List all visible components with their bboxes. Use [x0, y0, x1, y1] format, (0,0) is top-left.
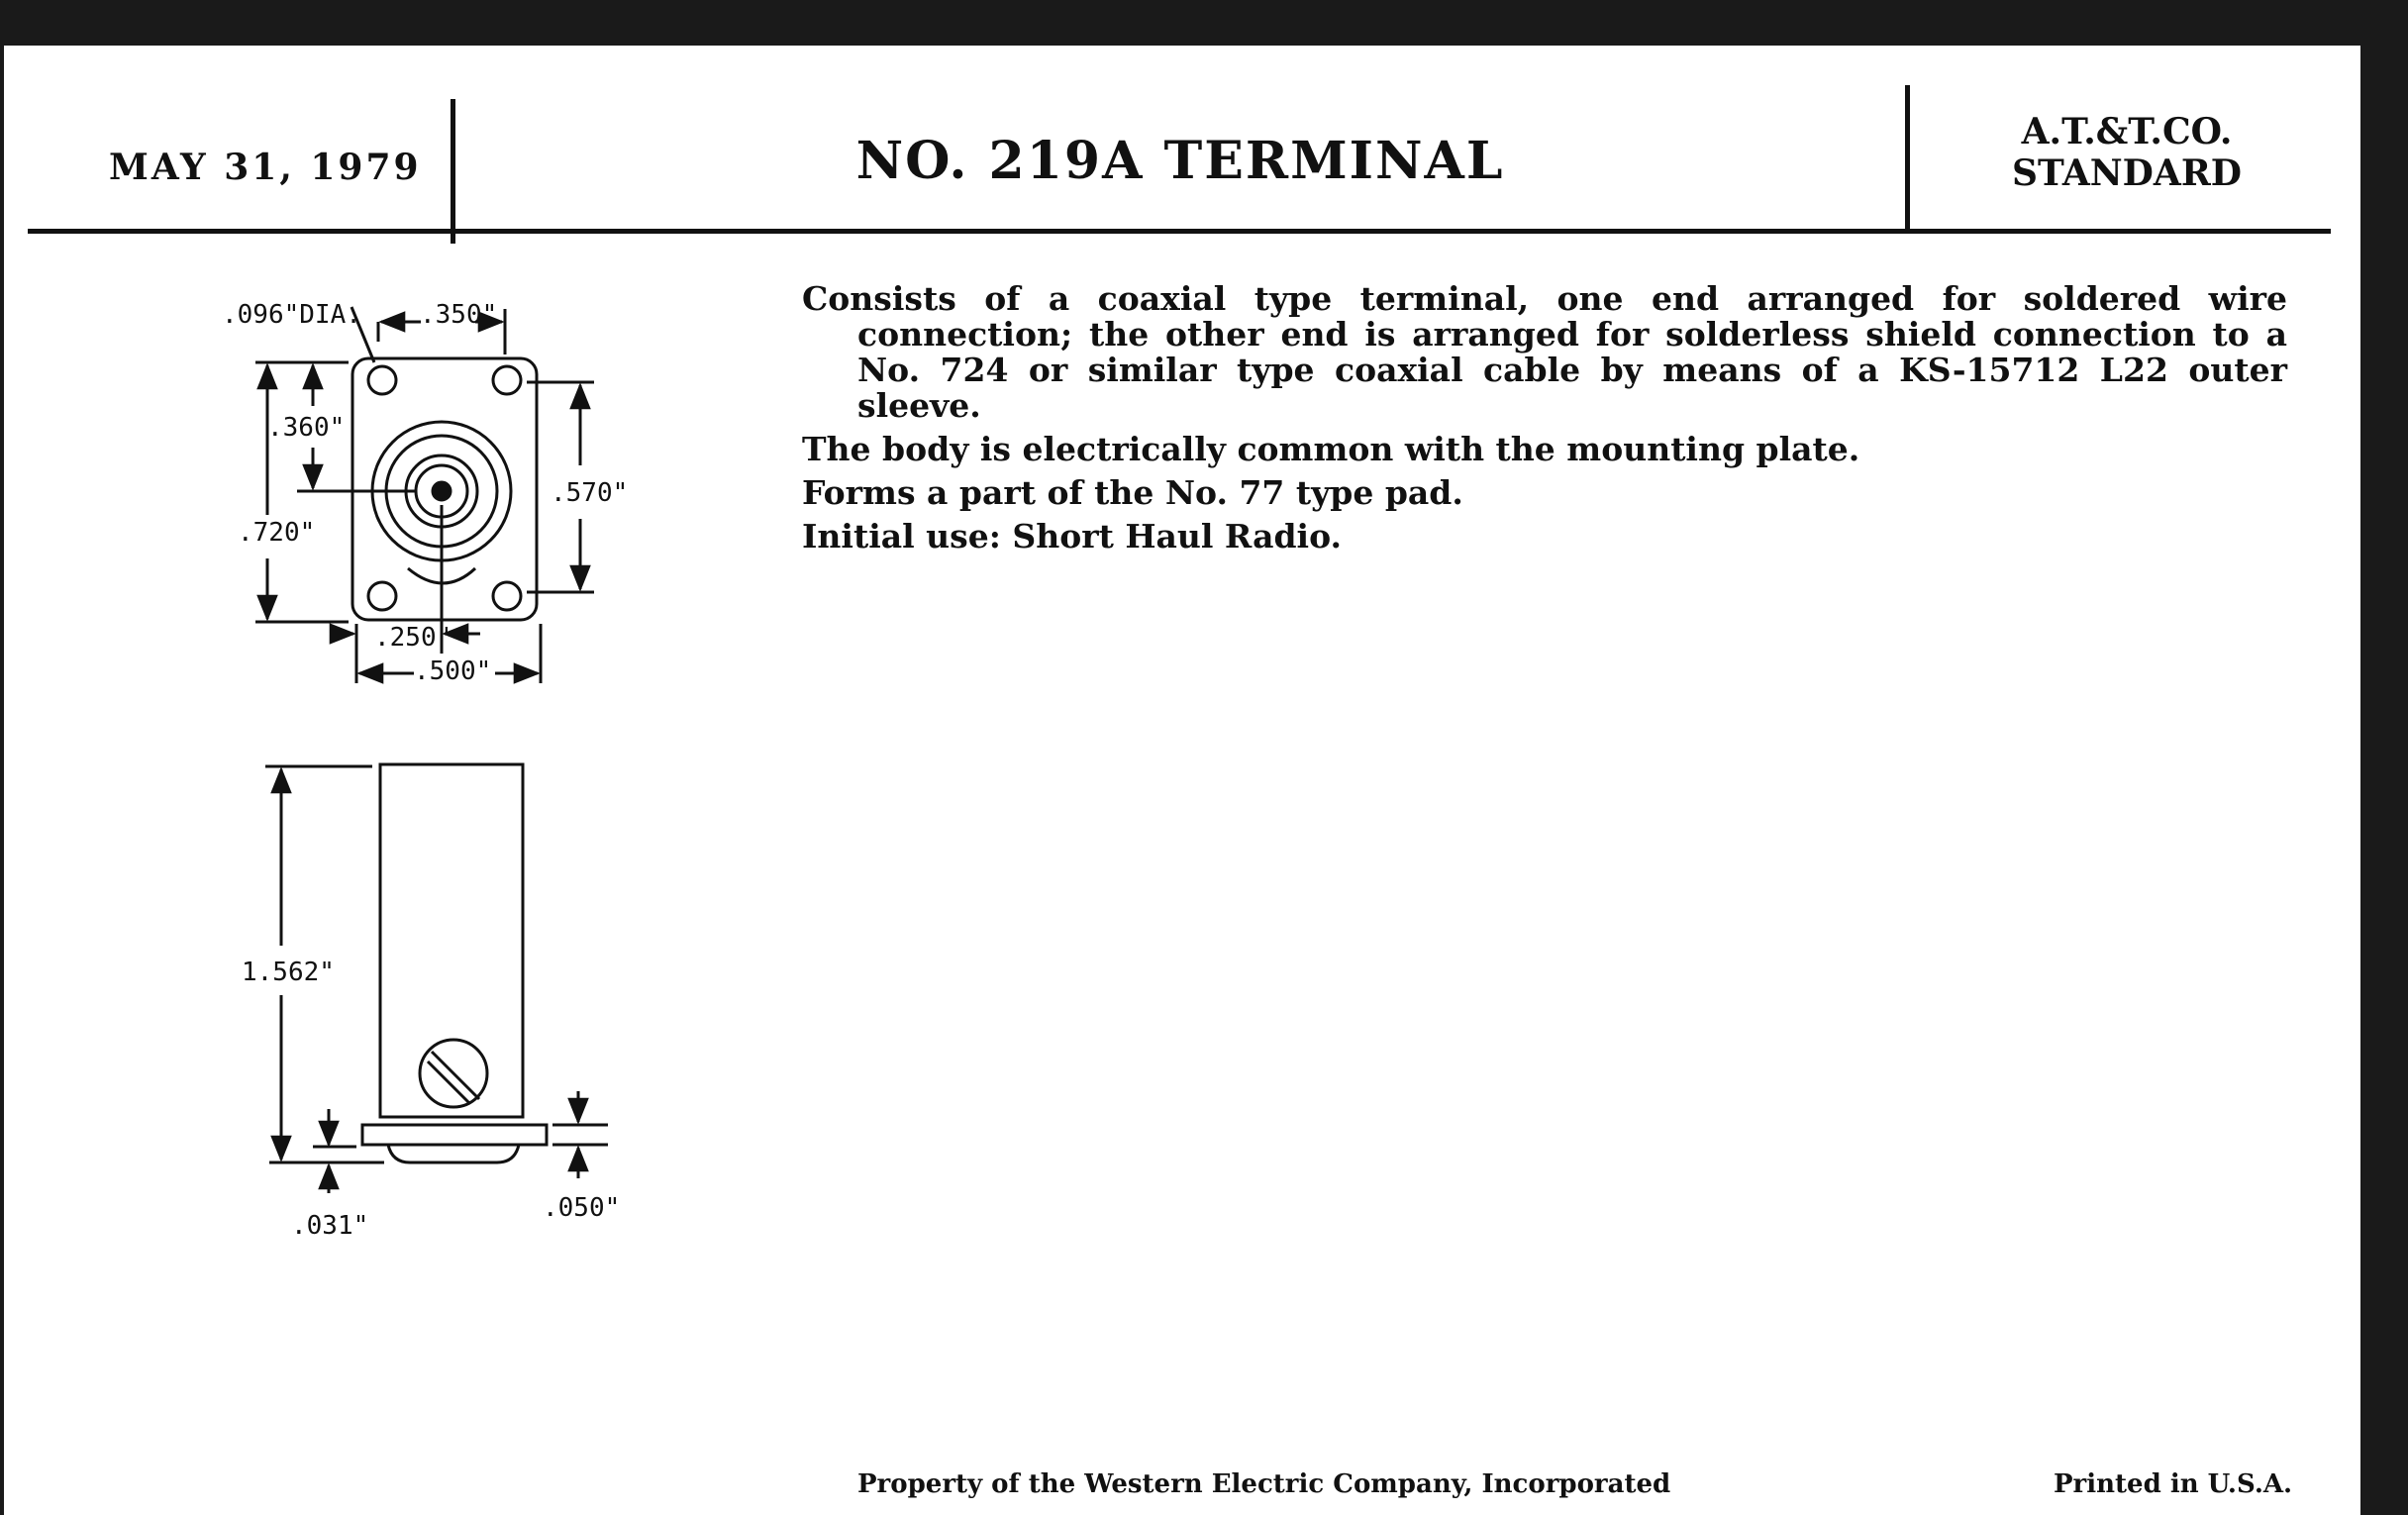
dim-plate-height: .720"	[238, 518, 316, 548]
dim-plate-width: .500"	[414, 656, 492, 686]
dim-center-height: .360"	[267, 413, 346, 443]
description-paragraph-2: The body is electrically common with the mounting plate.	[802, 430, 1860, 468]
description-paragraph-3: Forms a part of the No. 77 type pad.	[802, 473, 1463, 512]
standard-line-1: A.T.&T.CO.	[2021, 111, 2233, 152]
page-title: NO. 219A TERMINAL	[855, 131, 1505, 191]
standard-line-2: STANDARD	[2012, 152, 2242, 194]
description-paragraph-4: Initial use: Short Haul Radio.	[802, 517, 1343, 556]
dim-hole-spacing-vert: .570"	[551, 478, 629, 508]
printed-notice: Printed in U.S.A.	[2054, 1469, 2293, 1499]
property-notice: Property of the Western Electric Company, Incorporated	[857, 1469, 1671, 1499]
issue-date: MAY 31, 1979	[109, 147, 422, 188]
dim-flange: .050"	[543, 1193, 621, 1223]
dim-hole-dia: .096"DIA.	[222, 300, 361, 330]
side-view-body	[362, 764, 547, 1162]
dim-hole-spacing-top: .350"	[420, 300, 498, 330]
dim-plate-thickness: .031"	[291, 1211, 369, 1241]
screw-icon	[420, 1040, 487, 1107]
dim-body-length: 1.562"	[242, 958, 335, 987]
dim-center-offset: .250"	[374, 623, 452, 653]
description-paragraph-1: Consists of a coaxial type terminal, one end arranged for soldered wire connection; the other end is arranged for solderless shield connection to a No. 724 or similar type coaxial cable by means of a KS-15712 L22 outer sleeve.	[802, 279, 2287, 425]
